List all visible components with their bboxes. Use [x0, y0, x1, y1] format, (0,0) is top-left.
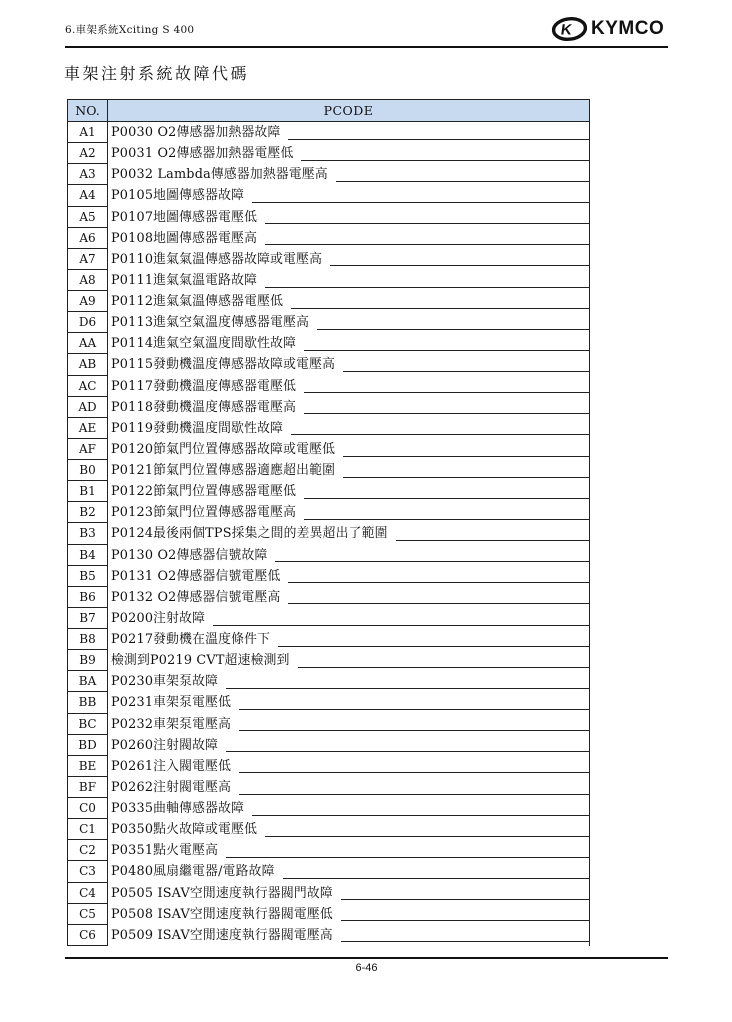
page-number: 6-46	[355, 962, 378, 974]
row-no: AE	[68, 418, 108, 439]
row-pcode-cell	[108, 608, 589, 629]
row-no: AF	[68, 439, 108, 460]
row-pcode: P0112進氣氣溫傳感器電壓低	[111, 294, 284, 309]
row-fill-line	[239, 793, 589, 795]
table-row	[68, 608, 589, 629]
row-pcode-cell	[108, 904, 589, 925]
row-pcode-cell	[108, 798, 589, 819]
row-no: D6	[68, 312, 108, 333]
row-pcode: P0261注入閥電壓低	[111, 758, 232, 774]
row-pcode-cell	[108, 397, 589, 418]
row-fill-line	[213, 624, 589, 626]
row-pcode-cell	[108, 502, 589, 523]
row-pcode-cell	[108, 629, 589, 650]
row-no: C6	[68, 925, 108, 946]
row-no: C0	[68, 798, 108, 819]
row-no: C2	[68, 840, 108, 861]
page-title: 車架注射系統故障代碼	[64, 64, 250, 83]
table-row	[68, 143, 589, 164]
row-no: A8	[68, 270, 108, 291]
row-pcode-cell	[108, 756, 589, 777]
row-pcode: P0123節氣門位置傳感器電壓高	[111, 505, 297, 521]
row-pcode-cell	[108, 714, 589, 735]
row-pcode: P0030 O2傳感器加熱器故障	[111, 125, 281, 140]
row-pcode: P0118發動機溫度傳感器電壓高	[111, 399, 297, 415]
row-pcode: P0132 O2傳感器信號電壓高	[111, 589, 281, 605]
table-row	[68, 798, 589, 819]
row-no: A9	[68, 291, 108, 312]
row-no: BB	[68, 692, 108, 713]
table-row	[68, 883, 589, 904]
row-fill-line	[330, 264, 589, 266]
table-row	[68, 629, 589, 650]
table-row	[68, 650, 589, 671]
table-row	[68, 270, 589, 291]
row-fill-line	[278, 645, 589, 647]
col-header-pcode: PCODE	[323, 103, 374, 118]
table-row	[68, 460, 589, 481]
table-row	[68, 925, 589, 946]
row-pcode-cell	[108, 460, 589, 481]
row-fill-line	[317, 328, 589, 330]
row-pcode-cell	[108, 122, 589, 143]
row-pcode: P0113進氣空氣溫度傳感器電壓高	[111, 315, 310, 331]
row-pcode-cell	[108, 587, 589, 608]
table-row	[68, 671, 589, 692]
row-fill-line	[304, 518, 589, 520]
table-row	[68, 249, 589, 270]
row-pcode: P0262注射閥電壓高	[111, 779, 232, 795]
row-pcode: P0117發動機溫度傳感器電壓低	[111, 378, 297, 394]
row-fill-line	[343, 476, 589, 478]
row-pcode-cell	[108, 164, 589, 185]
row-pcode: P0505 ISAV空閒速度執行器閥門故障	[111, 885, 333, 901]
row-fill-line	[283, 877, 589, 879]
row-no: BA	[68, 671, 108, 692]
table-row	[68, 354, 589, 375]
row-fill-line	[288, 602, 589, 604]
table-row	[68, 333, 589, 354]
row-no: A3	[68, 164, 108, 185]
row-fill-line	[226, 856, 589, 858]
row-fill-line	[275, 560, 589, 562]
row-pcode-cell	[108, 439, 589, 460]
row-pcode: 檢測到P0219 CVT超速檢測到	[111, 653, 290, 669]
table-row	[68, 566, 589, 587]
row-pcode-cell	[108, 228, 589, 249]
row-fill-line	[396, 539, 589, 541]
row-no: B6	[68, 587, 108, 608]
row-no: B2	[68, 502, 108, 523]
row-pcode-cell	[108, 545, 589, 566]
row-pcode-cell	[108, 692, 589, 713]
row-pcode-cell	[108, 925, 589, 946]
row-fill-line	[265, 286, 589, 288]
row-no: C3	[68, 861, 108, 882]
footer-divider	[65, 957, 668, 959]
row-fill-line	[265, 222, 589, 224]
row-no: C5	[68, 904, 108, 925]
svg-text:K: K	[559, 21, 573, 39]
row-no: C4	[68, 883, 108, 904]
table-row	[68, 376, 589, 397]
row-no: BC	[68, 714, 108, 735]
row-pcode-cell	[108, 777, 589, 798]
row-pcode: P0120節氣門位置傳感器故障或電壓低	[111, 441, 336, 457]
header-divider	[65, 46, 668, 48]
table-row	[68, 502, 589, 523]
row-pcode: P0107地圖傳感器電壓低	[111, 209, 258, 225]
table-row	[68, 735, 589, 756]
row-no: B8	[68, 629, 108, 650]
table-row	[68, 481, 589, 502]
row-pcode: P0121節氣門位置傳感器適應超出範圍	[111, 463, 336, 478]
row-fill-line	[265, 835, 589, 837]
row-pcode-cell	[108, 354, 589, 375]
row-fill-line	[239, 708, 589, 710]
row-no: B7	[68, 608, 108, 629]
row-pcode-cell	[108, 291, 589, 312]
table-row	[68, 418, 589, 439]
row-fill-line	[341, 940, 589, 942]
row-pcode: P0509 ISAV空閒速度執行器閥電壓高	[111, 927, 333, 943]
row-pcode: P0508 ISAV空閒速度執行器閥電壓低	[111, 906, 333, 922]
table-row	[68, 545, 589, 566]
row-fill-line	[226, 750, 589, 752]
table-row	[68, 291, 589, 312]
row-no: AC	[68, 376, 108, 397]
table-row	[68, 439, 589, 460]
kymco-logo-icon	[551, 15, 588, 43]
table-row	[68, 714, 589, 735]
row-fill-line	[239, 729, 589, 731]
row-pcode-cell	[108, 819, 589, 840]
row-pcode-cell	[108, 481, 589, 502]
row-pcode: P0110進氣氣溫傳感器故障或電壓高	[111, 251, 323, 267]
row-fill-line	[341, 898, 589, 900]
table-row	[68, 397, 589, 418]
row-fill-line	[252, 201, 589, 203]
table-row	[68, 587, 589, 608]
row-pcode-cell	[108, 840, 589, 861]
row-pcode: P0480風扇繼電器/電路故障	[111, 864, 275, 880]
row-pcode: P0115發動機溫度傳感器故障或電壓高	[111, 357, 336, 373]
table-row	[68, 207, 589, 228]
row-fill-line	[341, 919, 589, 921]
row-pcode: P0230車架泵故障	[111, 674, 219, 690]
row-pcode: P0130 O2傳感器信號故障	[111, 547, 268, 563]
table-row	[68, 840, 589, 861]
row-fill-line	[343, 370, 589, 372]
row-pcode: P0200注射故障	[111, 610, 206, 626]
row-no: B4	[68, 545, 108, 566]
row-pcode: P0231車架泵電壓低	[111, 695, 232, 711]
row-pcode: P0119發動機溫度間歇性故障	[111, 420, 284, 436]
row-pcode: P0114進氣空氣溫度間歇性故障	[111, 336, 297, 352]
row-no: A7	[68, 249, 108, 270]
row-pcode: P0351點火電壓高	[111, 843, 219, 859]
row-fill-line	[288, 138, 589, 140]
row-pcode-cell	[108, 376, 589, 397]
table-row	[68, 819, 589, 840]
kymco-logo	[551, 15, 664, 43]
row-pcode-cell	[108, 249, 589, 270]
row-no: B0	[68, 460, 108, 481]
row-no: A1	[68, 122, 108, 143]
row-no: AA	[68, 333, 108, 354]
row-pcode: P0122節氣門位置傳感器電壓低	[111, 484, 297, 500]
row-pcode-cell	[108, 883, 589, 904]
row-pcode-cell	[108, 270, 589, 291]
table-row	[68, 523, 589, 544]
manual-section-label: 6.車架系統Xciting S 400	[65, 24, 195, 36]
row-no: BD	[68, 735, 108, 756]
row-no: B1	[68, 481, 108, 502]
row-pcode: P0031 O2傳感器加熱器電壓低	[111, 146, 294, 162]
row-pcode: P0124最後兩個TPS採集之間的差異超出了範圍	[111, 526, 388, 542]
row-pcode-cell	[108, 861, 589, 882]
row-fill-line	[298, 666, 589, 668]
row-no: BE	[68, 756, 108, 777]
table-row	[68, 312, 589, 333]
row-fill-line	[265, 243, 589, 245]
table-row	[68, 228, 589, 249]
table-row	[68, 756, 589, 777]
row-pcode-cell	[108, 207, 589, 228]
row-fill-line	[288, 581, 589, 583]
row-no: B5	[68, 566, 108, 587]
row-no: B9	[68, 650, 108, 671]
row-fill-line	[304, 349, 589, 351]
row-pcode-cell	[108, 143, 589, 164]
row-pcode: P0108地圖傳感器電壓高	[111, 230, 258, 246]
row-fill-line	[301, 159, 589, 161]
row-no: AB	[68, 354, 108, 375]
row-fill-line	[239, 771, 589, 773]
row-pcode: P0105地圖傳感器故障	[111, 188, 245, 204]
row-pcode-cell	[108, 418, 589, 439]
table-header-row	[68, 100, 589, 122]
row-pcode: P0131 O2傳感器信號電壓低	[111, 568, 281, 584]
row-pcode: P0032 Lambda傳感器加熱器電壓高	[111, 167, 328, 183]
row-pcode-cell	[108, 333, 589, 354]
brand-text: KYMCO	[591, 18, 665, 39]
table-row	[68, 122, 589, 143]
row-fill-line	[291, 307, 589, 309]
row-pcode-cell	[108, 523, 589, 544]
row-fill-line	[304, 497, 589, 499]
table-row	[68, 777, 589, 798]
row-no: A4	[68, 185, 108, 206]
row-fill-line	[343, 455, 589, 457]
row-pcode-cell	[108, 312, 589, 333]
row-pcode: P0350點火故障或電壓低	[111, 822, 258, 838]
row-pcode: P0217發動機在溫度條件下	[111, 632, 271, 647]
row-no: C1	[68, 819, 108, 840]
table-row	[68, 164, 589, 185]
row-no: B3	[68, 523, 108, 544]
row-no: AD	[68, 397, 108, 418]
row-fill-line	[336, 180, 589, 182]
table-row	[68, 904, 589, 925]
row-pcode: P0232車架泵電壓高	[111, 716, 232, 732]
row-pcode-cell	[108, 566, 589, 587]
row-no: A6	[68, 228, 108, 249]
row-fill-line	[291, 433, 589, 435]
row-no: A2	[68, 143, 108, 164]
table-row	[68, 692, 589, 713]
row-fill-line	[252, 814, 589, 816]
row-pcode-cell	[108, 671, 589, 692]
row-fill-line	[304, 412, 589, 414]
row-pcode-cell	[108, 650, 589, 671]
row-fill-line	[226, 687, 589, 689]
row-pcode-cell	[108, 735, 589, 756]
row-no: A5	[68, 207, 108, 228]
col-header-no: NO.	[68, 100, 108, 121]
table-body	[68, 122, 589, 946]
row-fill-line	[304, 391, 589, 393]
fault-code-table	[67, 99, 590, 946]
row-pcode: P0335曲軸傳感器故障	[111, 801, 245, 816]
row-no: BF	[68, 777, 108, 798]
row-pcode-cell	[108, 185, 589, 206]
row-pcode: P0111進氣氣溫電路故障	[111, 272, 258, 288]
row-pcode: P0260注射閥故障	[111, 737, 219, 753]
table-row	[68, 185, 589, 206]
table-row	[68, 861, 589, 882]
